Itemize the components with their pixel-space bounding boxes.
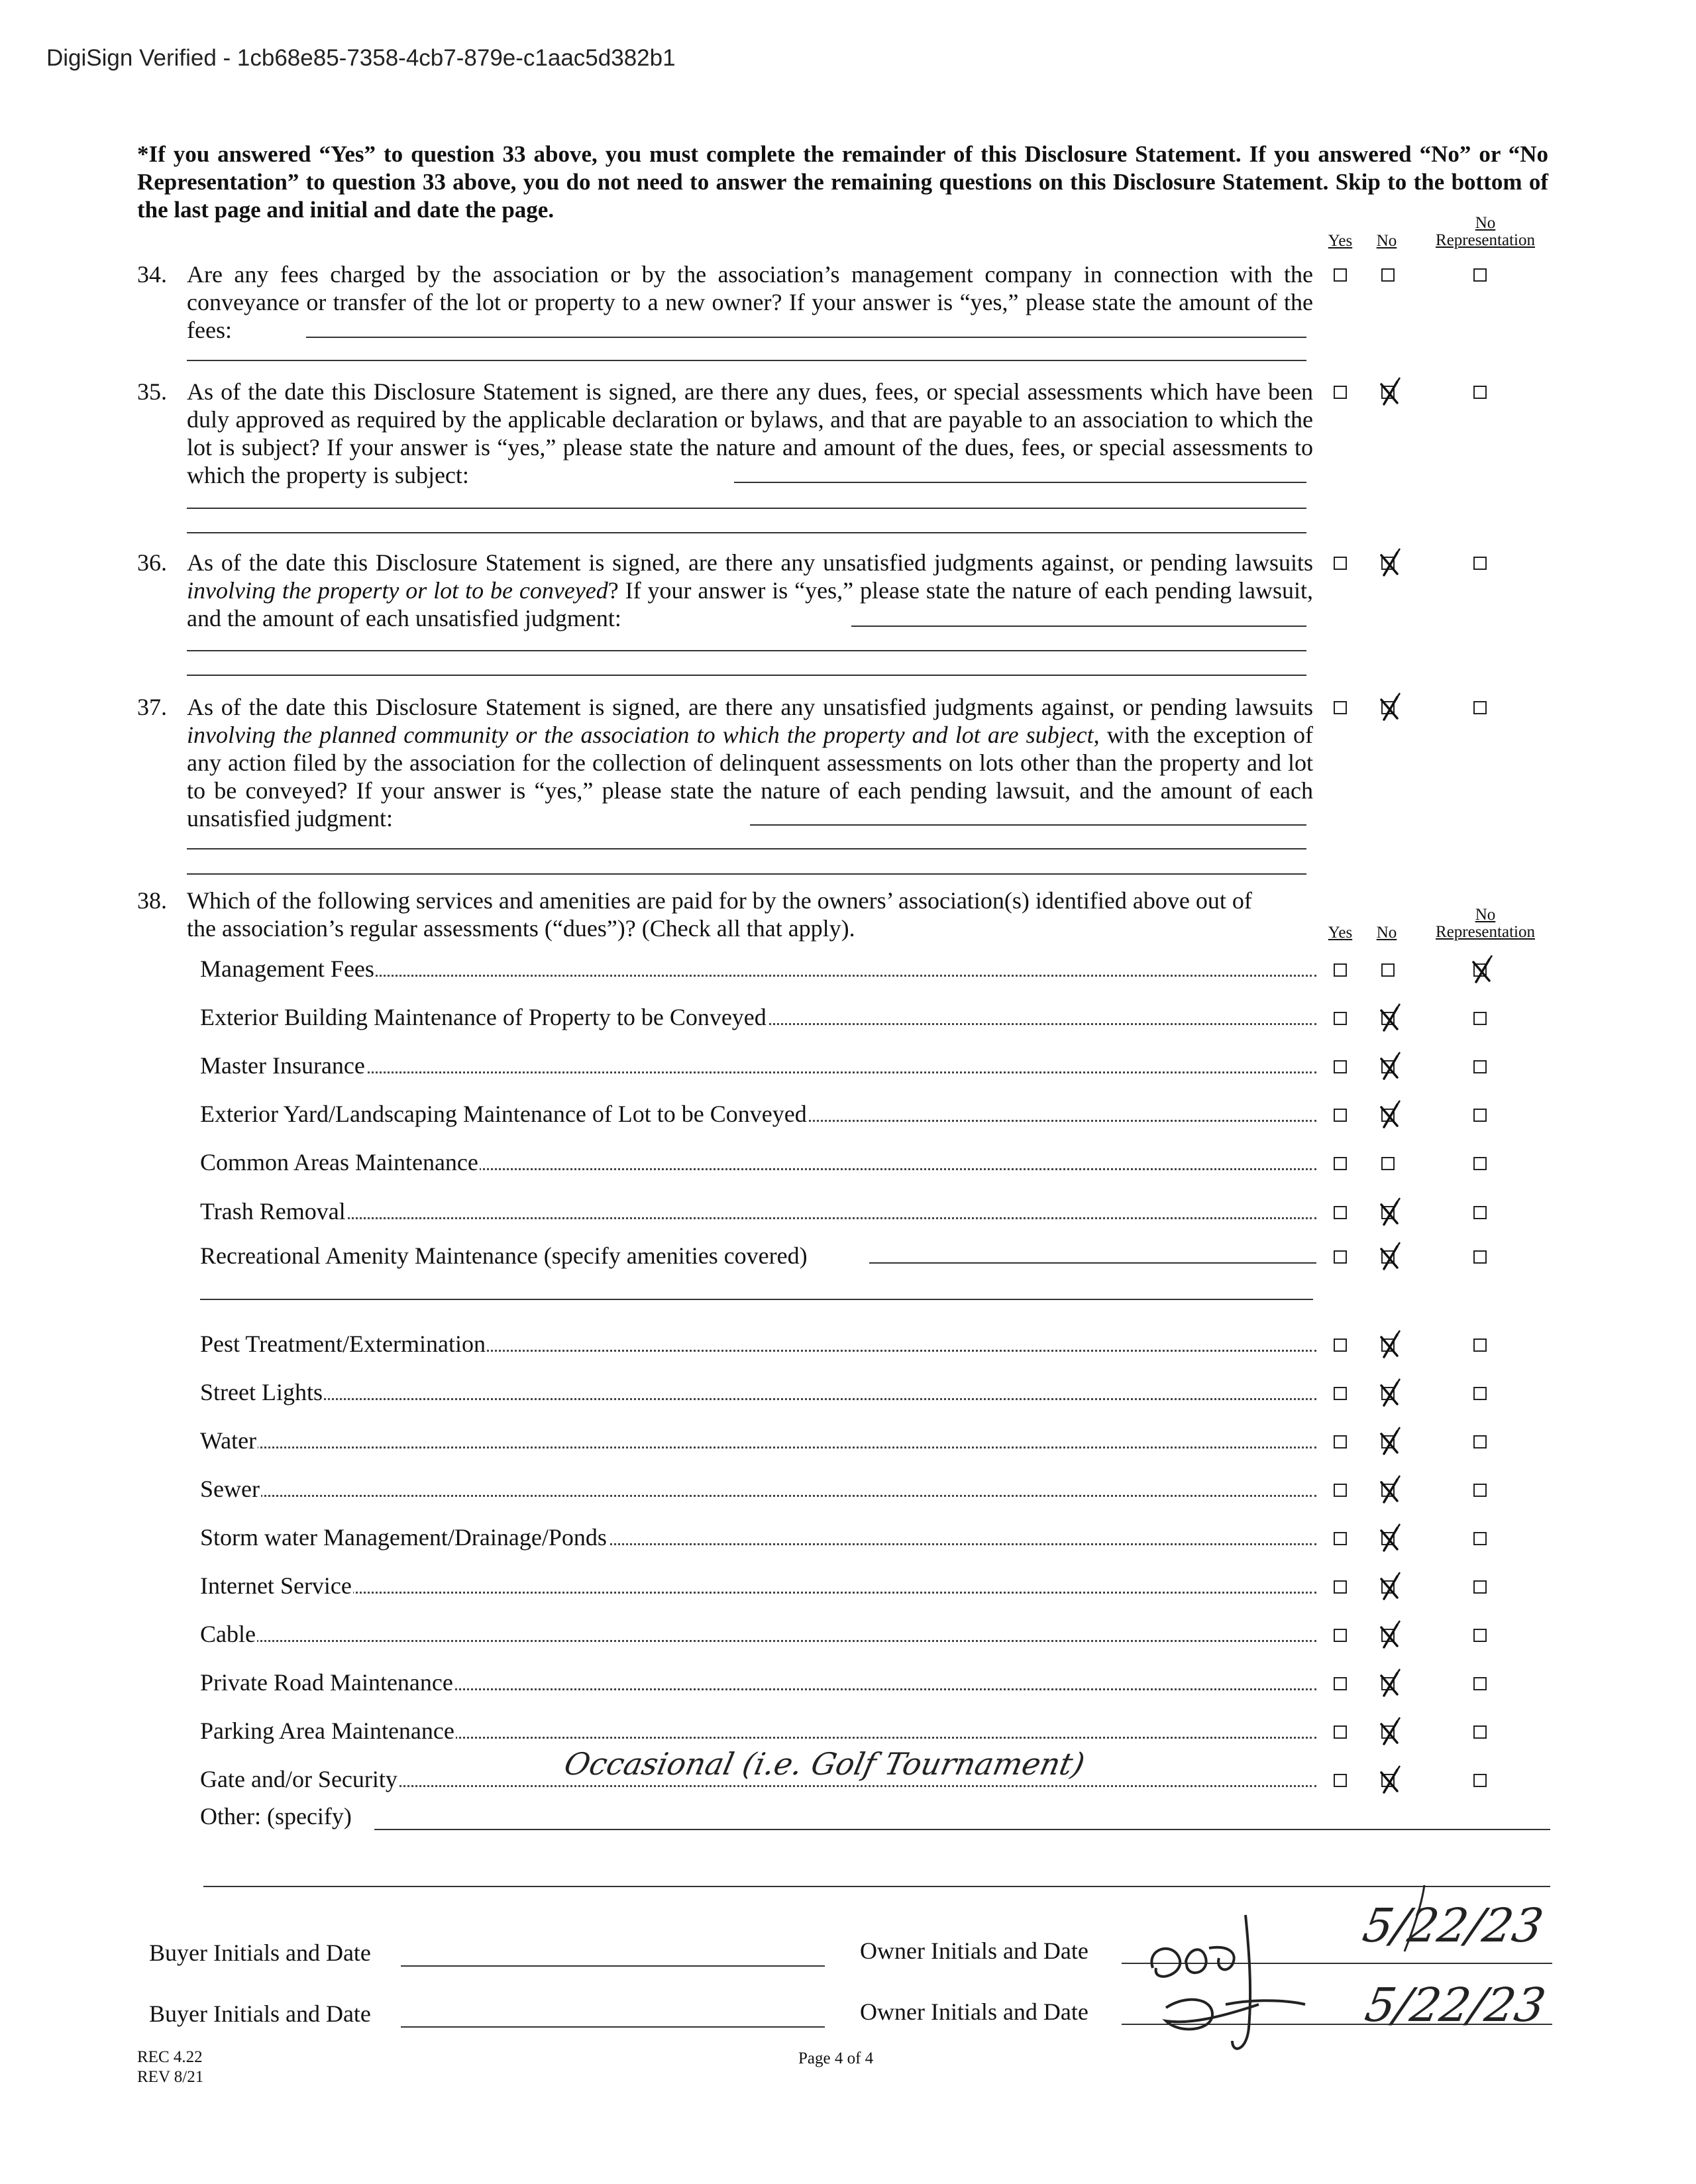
service-checkbox-yes[interactable] [1334, 1109, 1347, 1122]
service-checkbox-no-rep[interactable] [1473, 1725, 1487, 1739]
question-text-part: As of the date this Disclosure Statement is signed, are there any unsatisfied judgments against, or pending lawsuits [187, 549, 1313, 576]
question-checkbox-no-rep[interactable] [1473, 701, 1487, 714]
other-answer-line [374, 1829, 1550, 1830]
question-text-part: As of the date this Disclosure Statement is signed, are there any unsatisfied judgments against, or pending lawsuits [187, 694, 1313, 720]
service-checkbox-yes[interactable] [1334, 1012, 1347, 1025]
question-number: 36. [137, 549, 167, 576]
service-label: Storm water Management/Drainage/Ponds [200, 1524, 607, 1551]
service-label: Management Fees [200, 956, 374, 982]
service-checkbox-no-rep[interactable] [1473, 1484, 1487, 1497]
service-checkbox-yes[interactable] [1334, 1435, 1347, 1448]
buyer-initials-label-1: Buyer Initials and Date [149, 1939, 371, 1966]
question-number: 37. [137, 694, 167, 720]
col-header-no-rep-line2: Representation [1436, 923, 1535, 941]
service-label: Gate and/or Security [200, 1766, 398, 1792]
question-checkbox-yes[interactable] [1334, 386, 1347, 399]
col-header-no: No [1376, 924, 1397, 942]
service-label: Internet Service [200, 1572, 352, 1599]
other-specify-label: Other: (specify) [200, 1803, 352, 1829]
service-checkbox-no-rep[interactable] [1473, 1774, 1487, 1787]
col-header-yes: Yes [1328, 232, 1353, 250]
check-mark-icon [1377, 1474, 1404, 1505]
service-label: Pest Treatment/Extermination [200, 1331, 486, 1357]
service-checkbox-no-rep[interactable] [1473, 1435, 1487, 1448]
service-label: Private Road Maintenance [200, 1669, 453, 1696]
service-label: Trash Removal [200, 1198, 346, 1225]
service-checkbox-no-rep[interactable] [1473, 1677, 1487, 1690]
service-label: Recreational Amenity Maintenance (specify amenities covered) [200, 1242, 808, 1269]
service-checkbox-no-rep[interactable] [1473, 1157, 1487, 1170]
answer-line [187, 650, 1306, 651]
check-mark-icon [1377, 1571, 1404, 1602]
owner-date-1 [1359, 1882, 1564, 1955]
question-text [187, 693, 1313, 832]
service-label: Sewer [200, 1476, 260, 1502]
owner-date-2 [1361, 1975, 1564, 2041]
check-mark-icon [1377, 1378, 1404, 1408]
col-header-yes: Yes [1328, 924, 1353, 942]
service-checkbox-no-rep[interactable] [1473, 1109, 1487, 1122]
service-checkbox-yes[interactable] [1334, 1206, 1347, 1219]
service-checkbox-yes[interactable] [1334, 1580, 1347, 1594]
buyer-initials-line-2[interactable] [401, 2026, 825, 2028]
service-checkbox-no-rep[interactable] [1473, 1250, 1487, 1264]
dot-leader [200, 1217, 1316, 1219]
question-text-italic: involving the planned community or the association to which the property and lot are subject [187, 722, 1094, 748]
owner-initials-signature [1126, 1869, 1325, 2067]
question-checkbox-yes[interactable] [1334, 557, 1347, 570]
dot-leader [200, 1447, 1316, 1448]
service-row [200, 1668, 1316, 1697]
intro-instructions: *If you answered “Yes” to question 33 above, you must complete the remainder of this Disclosure Statement. If you answered “No” or “No Representation” to question 33 above, you do not need to answer the remaining questions on this Disclosure Statement. Skip to the bottom of the last page and initial and date the page. [137, 141, 1548, 223]
service-row [200, 1571, 1316, 1600]
check-mark-icon [1377, 1099, 1404, 1130]
check-mark-icon [1377, 1329, 1404, 1360]
service-row [200, 1523, 1316, 1552]
owner-initials-label-2: Owner Initials and Date [860, 1998, 1088, 2025]
check-mark-icon [1377, 1765, 1404, 1795]
question-checkbox-yes[interactable] [1334, 701, 1347, 714]
service-checkbox-yes[interactable] [1334, 1060, 1347, 1073]
page-number: Page 4 of 4 [798, 2049, 874, 2067]
check-mark-icon [1377, 376, 1404, 407]
col-header-no-rep-line2: Representation [1436, 231, 1535, 249]
handwritten-gate-note [563, 1741, 1159, 1788]
question-checkbox-no[interactable] [1381, 268, 1395, 282]
buyer-initials-line-1[interactable] [401, 1965, 825, 1967]
service-label: Common Areas Maintenance [200, 1149, 478, 1175]
answer-line [306, 337, 1306, 338]
service-checkbox-no-rep[interactable] [1473, 1060, 1487, 1073]
service-label: Exterior Building Maintenance of Property to be Conveyed [200, 1004, 767, 1030]
question-text [187, 549, 1313, 632]
service-label: Parking Area Maintenance [200, 1718, 454, 1744]
service-label: Water [200, 1427, 257, 1454]
service-row [200, 1099, 1316, 1128]
question-text-part: ? If your answer is “yes,” please state the nature of each pending lawsuit, and the amount of each unsatisfied judgment: [187, 577, 1313, 631]
check-mark-icon [1377, 692, 1404, 722]
owner-initials-label-1: Owner Initials and Date [860, 1938, 1088, 1964]
check-mark-icon [1377, 547, 1404, 578]
service-checkbox-no-rep[interactable] [1473, 1338, 1487, 1352]
service-row [200, 1051, 1316, 1080]
service-label: Master Insurance [200, 1052, 365, 1079]
dot-leader [200, 1398, 1316, 1400]
service-checkbox-yes[interactable] [1334, 1387, 1347, 1400]
question-checkbox-yes[interactable] [1334, 268, 1347, 282]
service-checkbox-no-rep[interactable] [1473, 1580, 1487, 1594]
dot-leader [200, 1592, 1316, 1594]
check-mark-icon [1377, 1668, 1404, 1698]
service-checkbox-yes[interactable] [1334, 963, 1347, 977]
col-header-no-rep-line1: No [1475, 906, 1496, 924]
owner-date-1-text: 5/22/23 [1359, 1898, 1548, 1953]
question-text: Are any fees charged by the association or by the association’s management company in connection with the conveyance or transfer of the lot or property to a new owner? If your answer is “yes,” please state the amount of the fees: [187, 261, 1313, 343]
service-checkbox-yes[interactable] [1334, 1484, 1347, 1497]
service-checkbox-yes[interactable] [1334, 1532, 1347, 1545]
service-checkbox-yes[interactable] [1334, 1629, 1347, 1642]
service-label: Street Lights [200, 1379, 323, 1405]
check-mark-icon [1377, 1051, 1404, 1081]
service-checkbox-yes[interactable] [1334, 1774, 1347, 1787]
check-mark-icon [1377, 1523, 1404, 1553]
answer-line [750, 824, 1306, 826]
service-checkbox-yes[interactable] [1334, 1157, 1347, 1170]
service-checkbox-yes[interactable] [1334, 1725, 1347, 1739]
question-checkbox-no-rep[interactable] [1473, 557, 1487, 570]
service-checkbox-yes[interactable] [1334, 1338, 1347, 1352]
answer-line [851, 626, 1306, 627]
service-label: Exterior Yard/Landscaping Maintenance of Lot to be Conveyed [200, 1101, 807, 1127]
col-header-no-representation [1419, 215, 1552, 249]
digisign-verified-header: DigiSign Verified - 1cb68e85-7358-4cb7-879e-c1aac5d382b1 [46, 45, 676, 71]
answer-line [187, 675, 1306, 676]
service-label: Cable [200, 1621, 256, 1647]
buyer-initials-label-2: Buyer Initials and Date [149, 2000, 371, 2027]
col-header-no: No [1376, 232, 1397, 250]
service-row [200, 1241, 1316, 1270]
service-checkbox-yes[interactable] [1334, 1677, 1347, 1690]
question-text: As of the date this Disclosure Statement is signed, are there any dues, fees, or special assessments which have been duly approved as required by the applicable declaration or bylaws, and that are payable to an association to which the lot is subject? If your answer is “yes,” please state the nature and amount of the dues, fees, or special assessments to which the property is subject: [187, 378, 1313, 488]
answer-line [187, 848, 1306, 849]
owner-date-2-text: 5/22/23 [1361, 1978, 1550, 2032]
service-row [200, 1619, 1316, 1649]
col-header-no-rep-line1: No [1475, 214, 1496, 232]
check-mark-icon [1377, 1003, 1404, 1033]
answer-line [187, 873, 1306, 875]
service-checkbox-no-rep[interactable] [1473, 1387, 1487, 1400]
service-row [200, 1148, 1316, 1177]
service-checkbox-no-rep[interactable] [1473, 1012, 1487, 1025]
service-row [200, 1378, 1316, 1407]
question-text: Which of the following services and amenities are paid for by the owners’ association(s) identified above out of the association’s regular assessments (“dues”)? (Check all that apply). [187, 887, 1252, 942]
col-header-no-representation [1419, 906, 1552, 941]
form-code: REC 4.22 [137, 2048, 203, 2066]
question-text-part: , with the exception of any action filed by the association for the collection of delinquent assessments on lots other than the property and lot to be conveyed? If your answer is “yes,” please state the nature of each pending lawsuit, and the amount of each unsatisfied judgment: [187, 722, 1313, 832]
service-checkbox-yes[interactable] [1334, 1250, 1347, 1264]
question-number: 34. [137, 261, 167, 288]
answer-line [187, 508, 1306, 509]
service-row [200, 1003, 1316, 1032]
service-checkbox-no-rep[interactable] [1473, 1532, 1487, 1545]
question-checkbox-no-rep[interactable] [1473, 268, 1487, 282]
question-number: 35. [137, 378, 167, 405]
check-mark-icon [1377, 1197, 1404, 1227]
question-text-italic: involving the property or lot to be conveyed [187, 577, 608, 604]
check-mark-icon [1377, 1241, 1404, 1272]
service-row [200, 1197, 1316, 1226]
service-checkbox-no-rep[interactable] [1473, 1206, 1487, 1219]
answer-line [187, 532, 1306, 533]
check-mark-icon [1469, 954, 1496, 985]
service-row [200, 954, 1316, 983]
check-mark-icon [1377, 1426, 1404, 1456]
question-number: 38. [137, 887, 167, 914]
handwritten-gate-note-text: Occasional (i.e. Golf Tournament) [561, 1746, 1088, 1782]
form-revision: REV 8/21 [137, 2068, 204, 2086]
answer-line [734, 482, 1306, 483]
service-checkbox-no[interactable] [1381, 963, 1395, 977]
dot-leader [200, 1071, 1316, 1073]
dot-leader [200, 1640, 1316, 1642]
service-row [200, 1474, 1316, 1503]
service-checkbox-no-rep[interactable] [1473, 1629, 1487, 1642]
other-answer-line [203, 1886, 1550, 1887]
service-row [200, 1426, 1316, 1455]
amenities-answer-line [200, 1299, 1313, 1300]
service-row [200, 1329, 1316, 1358]
dot-leader [200, 1495, 1316, 1497]
amenities-specify-line [869, 1262, 1316, 1264]
check-mark-icon [1377, 1619, 1404, 1650]
check-mark-icon [1377, 1716, 1404, 1747]
service-checkbox-no[interactable] [1381, 1157, 1395, 1170]
answer-line [187, 360, 1306, 361]
question-checkbox-no-rep[interactable] [1473, 386, 1487, 399]
